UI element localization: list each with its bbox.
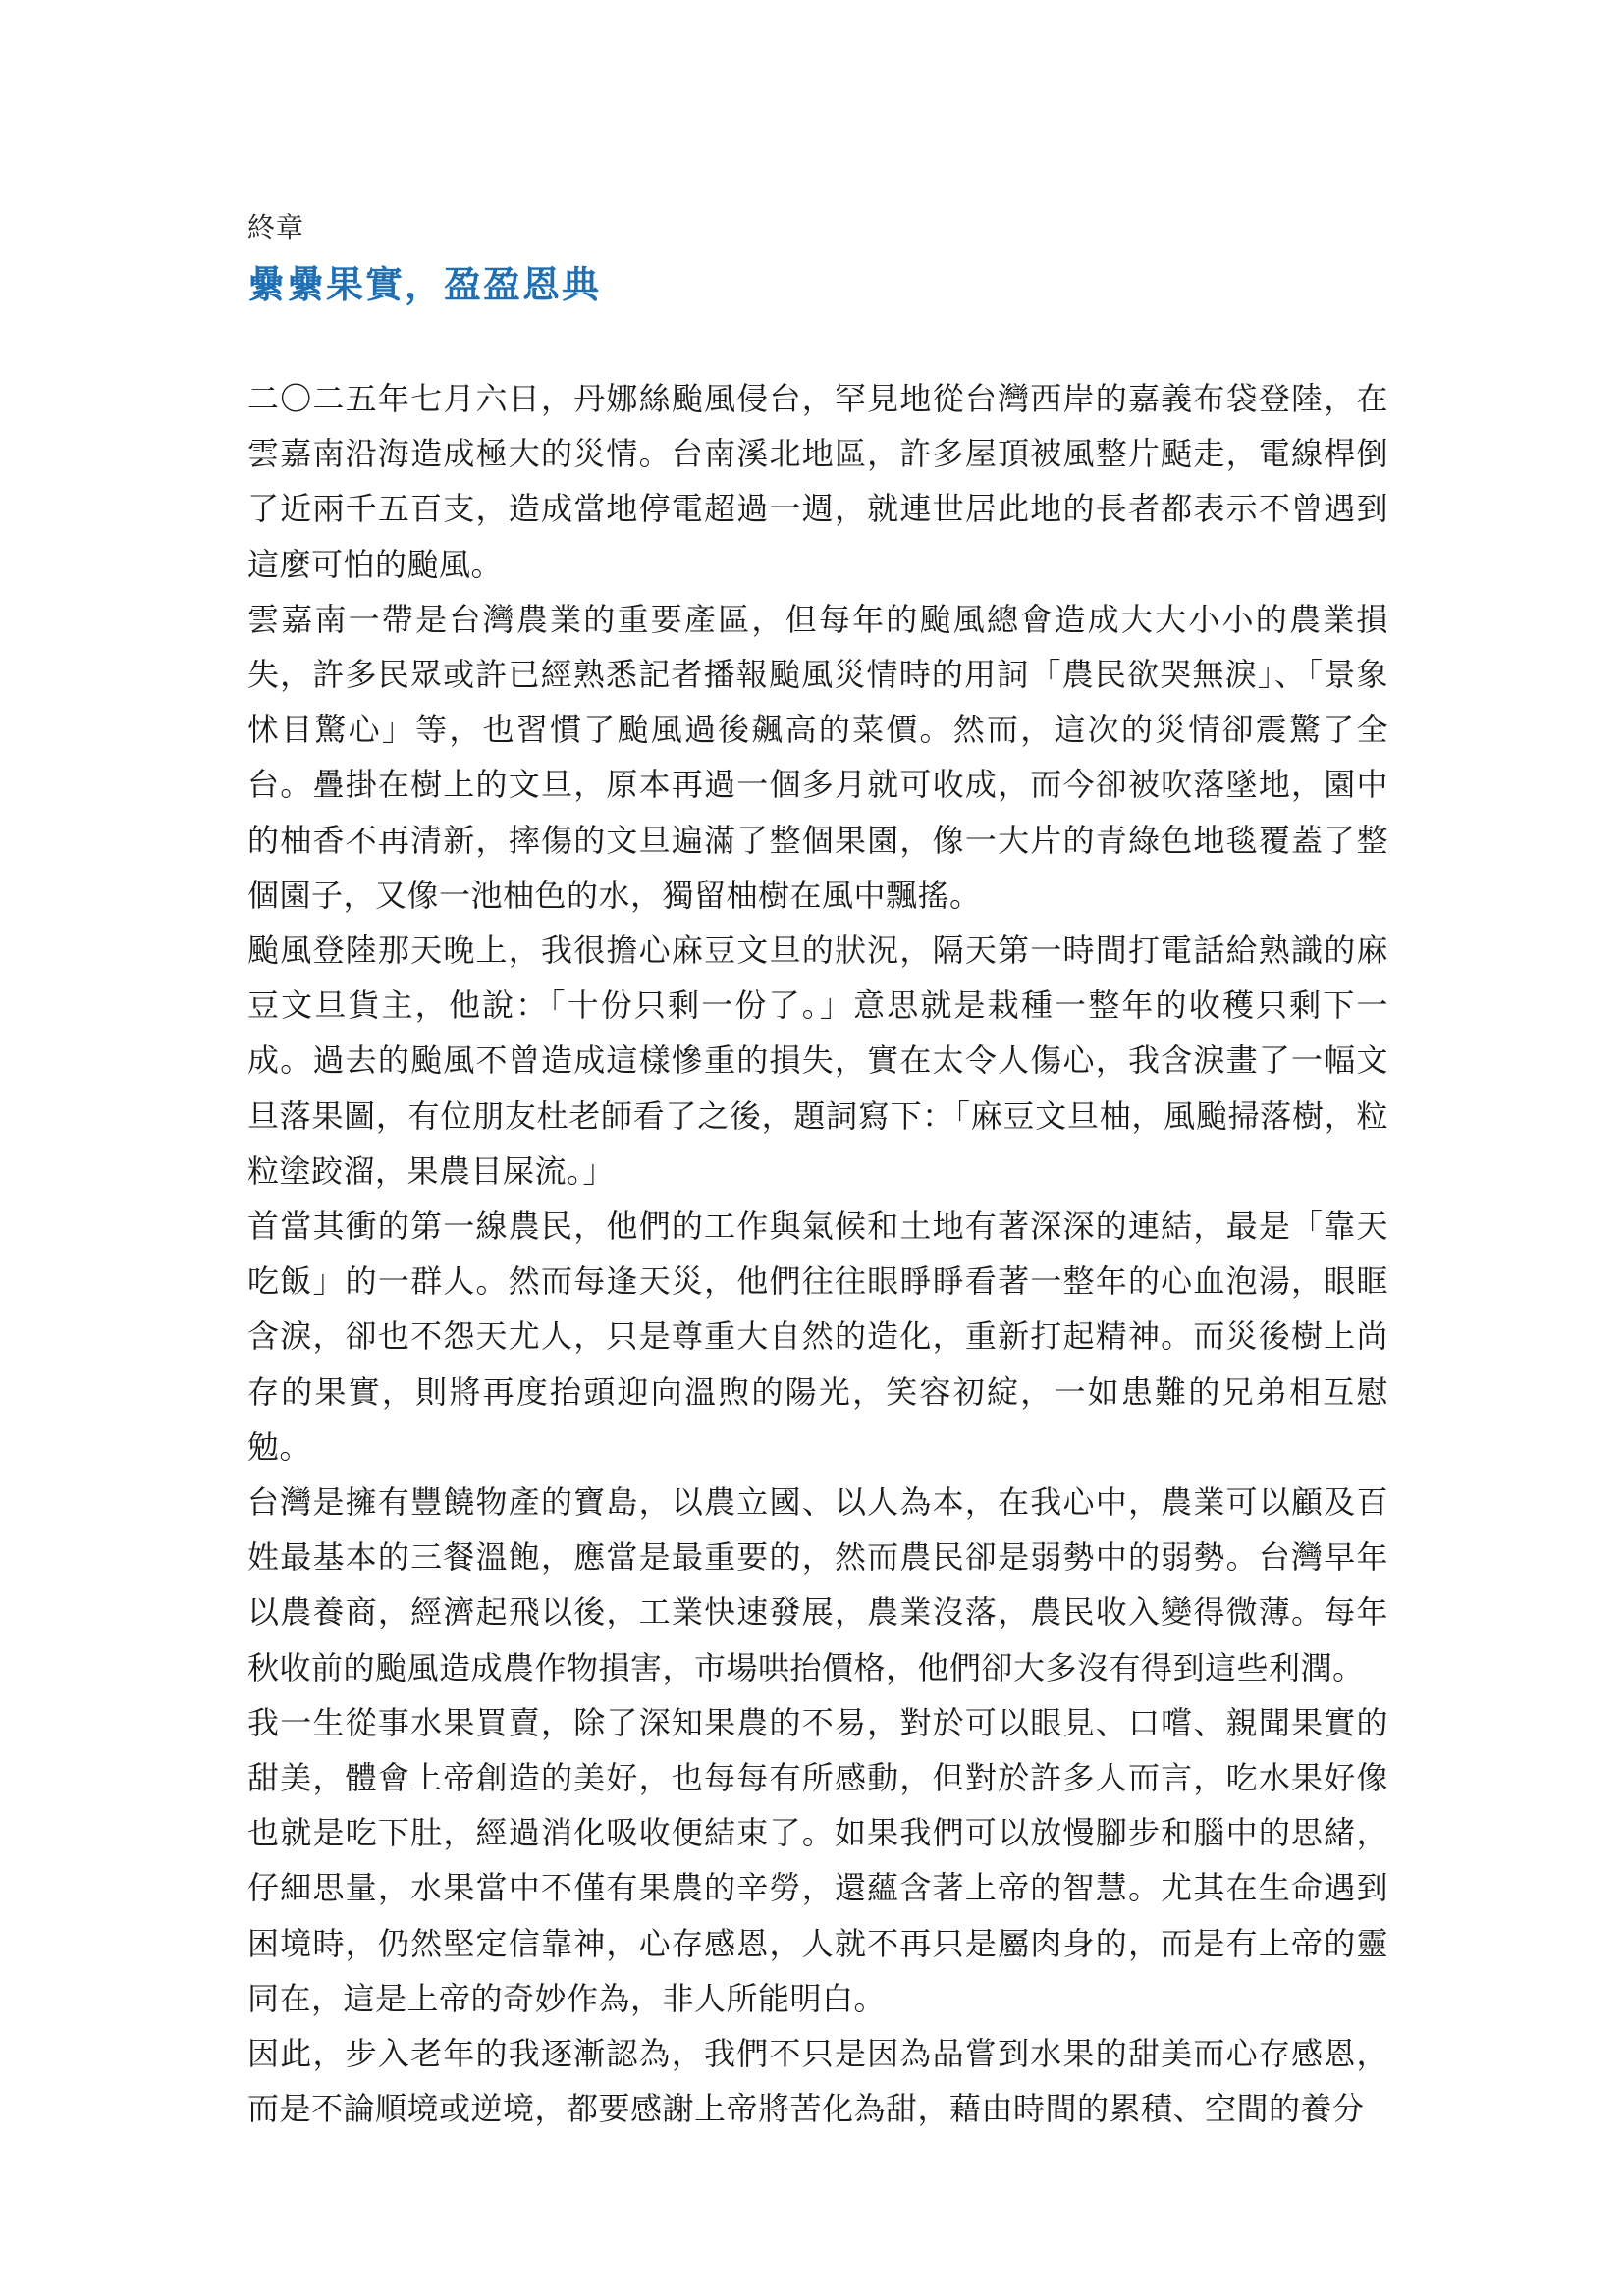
paragraph: 我一生從事水果買賣，除了深知果農的不易，對於可以眼見、口嚐、親聞果實的甜美，體會上帝創造的美好，也每每有所感動，但對於許多人而言，吃水果好像也就是吃下肚，經過消化吸收便結束了。如果我們可以放慢腳步和腦中的思緒，仔細思量，水果當中不僅有果農的辛勞，還蘊含著上帝的智慧。尤其在生命遇到困境時，仍然堅定信靠神，心存感恩，人就不再只是屬肉身的，而是有上帝的靈同在，這是上帝的奇妙作為，非人所能明白。 <box>247 1703 1388 2017</box>
paragraph: 台灣是擁有豐饒物產的寶島，以農立國、以人為本，在我心中，農業可以顧及百姓最基本的三餐溫飽，應當是最重要的，然而農民卻是弱勢中的弱勢。台灣早年以農養商，經濟起飛以後，工業快速發展，農業沒落，農民收入變得微薄。每年秋收前的颱風造成農作物損害，市場哄抬價格，他們卻大多沒有得到這些利潤。 <box>247 1483 1388 1686</box>
body-text <box>247 371 1388 2137</box>
paragraph: 因此，步入老年的我逐漸認為，我們不只是因為品嘗到水果的甜美而心存感恩，而是不論順境或逆境，都要感謝上帝將苦化為甜，藉由時間的累積、空間的養分 <box>247 2035 1388 2128</box>
chapter-title: 纍纍果實，盈盈恩典 <box>247 262 602 306</box>
chapter-label: 終章 <box>247 211 305 243</box>
paragraph: 颱風登陸那天晚上，我很擔心麻豆文旦的狀況，隔天第一時間打電話給熟識的麻豆文旦貨主，他說：「十份只剩一份了。」意思就是栽種一整年的收穫只剩下一成。過去的颱風不曾造成這樣慘重的損失，實在太令人傷心，我含淚畫了一幅文旦落果圖，有位朋友杜老師看了之後，題詞寫下：「麻豆文旦柚，風颱掃落樹，粒粒塗跤溜，果農目屎流。」 <box>247 932 1388 1190</box>
paragraph: 首當其衝的第一線農民，他們的工作與氣候和土地有著深深的連結，最是「靠天吃飯」的一群人。然而每逢天災，他們往往眼睜睜看著一整年的心血泡湯，眼眶含淚，卻也不怨天尤人，只是尊重大自然的造化，重新打起精神。而災後樹上尚存的果實，則將再度抬頭迎向溫煦的陽光，笑容初綻，一如患難的兄弟相互慰勉。 <box>247 1207 1388 1466</box>
paragraph: 二〇二五年七月六日，丹娜絲颱風侵台，罕見地從台灣西岸的嘉義布袋登陸，在雲嘉南沿海造成極大的災情。台南溪北地區，許多屋頂被風整片颳走，電線桿倒了近兩千五百支，造成當地停電超過一週，就連世居此地的長者都表示不曾遇到這麼可怕的颱風。 <box>247 380 1388 583</box>
paragraph: 雲嘉南一帶是台灣農業的重要產區，但每年的颱風總會造成大大小小的農業損失，許多民眾或許已經熟悉記者播報颱風災情時的用詞「農民欲哭無淚」、「景象怵目驚心」等，也習慣了颱風過後飆高的菜價。然而，這次的災情卻震驚了全台。疊掛在樹上的文旦，原本再過一個多月就可收成，而今卻被吹落墜地，園中的柚香不再清新，摔傷的文旦遍滿了整個果園，像一大片的青綠色地毯覆蓋了整個園子，又像一池柚色的水，獨留柚樹在風中飄搖。 <box>247 600 1388 914</box>
